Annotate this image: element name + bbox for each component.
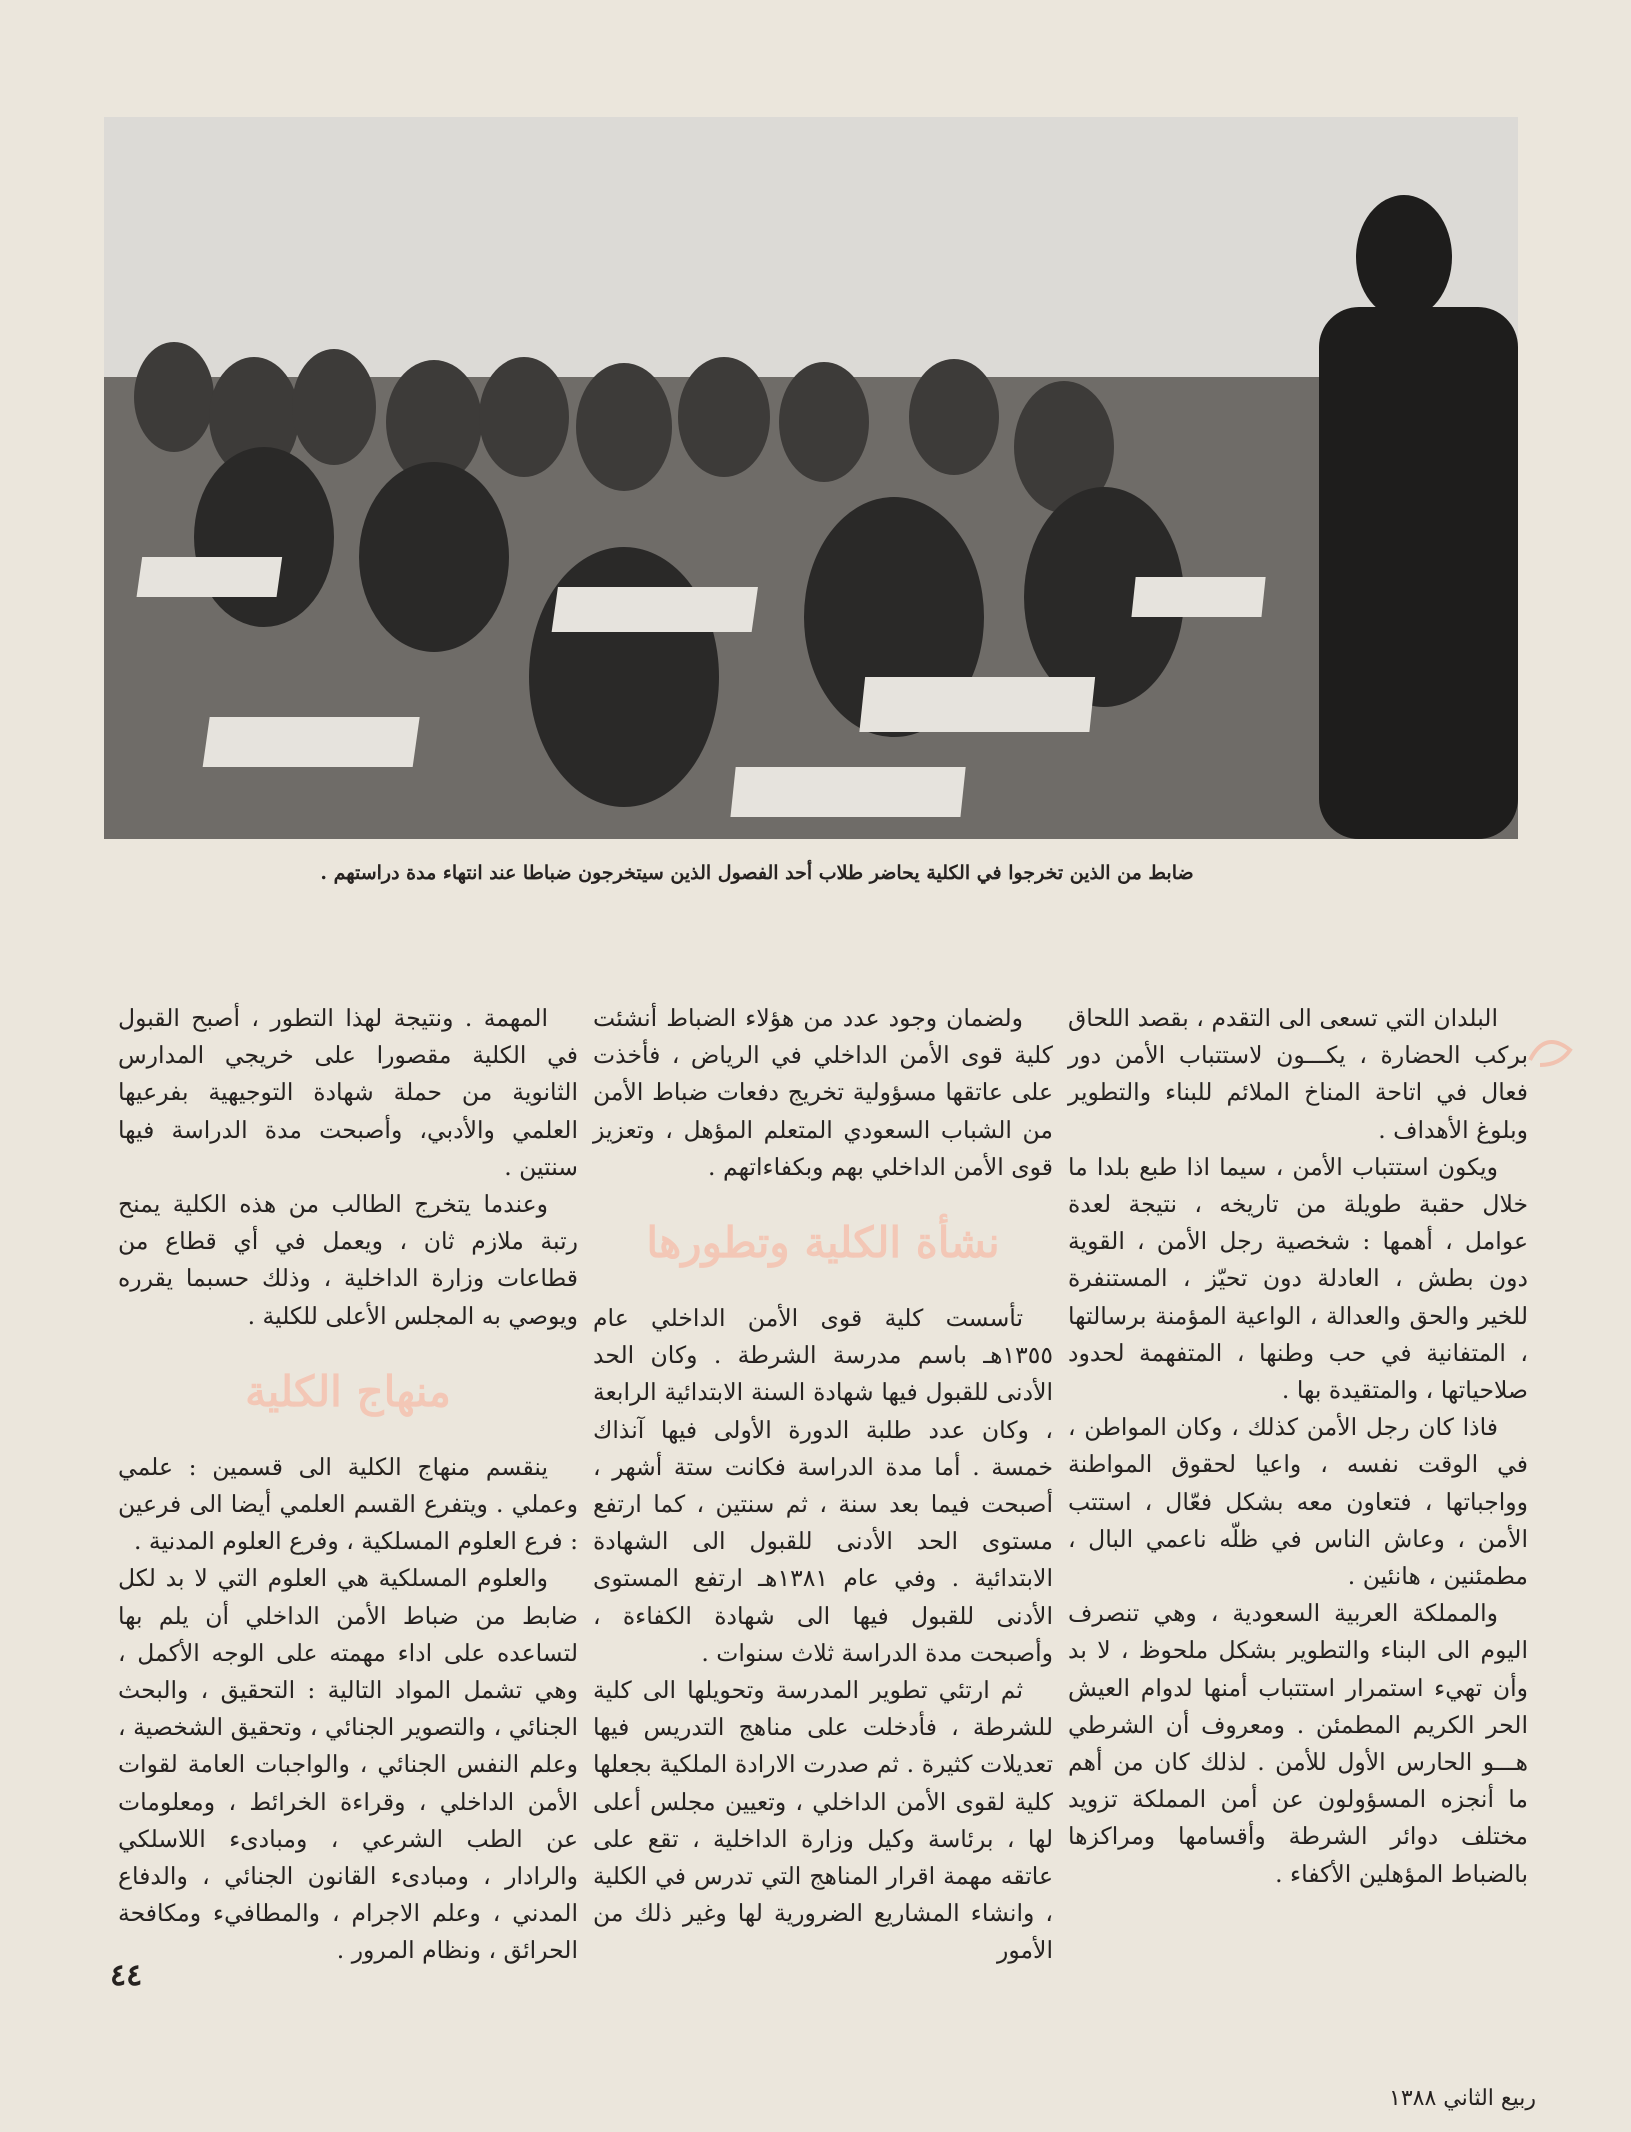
paragraph: والمملكة العربية السعودية ، وهي تنصرف اليوم الى البناء والتطوير بشكل ملحوظ ، لا بد وأن تهيء استمرار استتباب أمنها لدوام العيش الحر الكريم المطمئن . ومعروف أن الشرطي هـــو الحارس الأول للأمن . لذلك كان من أهم ما أنجزه المسؤولون عن أمن المملكة تزويد مختلف دوائر الشرطة وأقسامها ومراكزها بالضباط المؤهلين الأكفاء .	[1068, 1599, 1528, 1888]
paragraph: فاذا كان رجل الأمن كذلك ، وكان المواطن ، في الوقت نفسه ، واعيا لحقوق المواطنة وواجباتها ، فتعاون معه بشكل فعّال ، استتب الأمن ، وعاش الناس في ظلّه ناعمي البال ، مطمئنين ، هانئين .	[1068, 1413, 1528, 1591]
paragraph: وعندما يتخرج الطالب من هذه الكلية يمنح رتبة ملازم ثان ، ويعمل في أي قطاع من قطاعات وزارة الداخلية ، وذلك حسبما يقرره ويوصي به المجلس الأعلى للكلية .	[118, 1190, 578, 1330]
page-number: ٤٤	[110, 1958, 143, 1993]
ornament-icon	[1520, 1020, 1580, 1080]
column-right	[1068, 1000, 1528, 1893]
paragraph: البلدان التي تسعى الى التقدم ، بقصد اللحاق بركب الحضارة ، يكـــون لاستتباب الأمن دور فعال في اتاحة المناخ الملائم للبناء والتطوير وبلوغ الأهداف .	[1068, 1004, 1528, 1144]
paragraph: المهمة . ونتيجة لهذا التطور ، أصبح القبول في الكلية مقصورا على خريجي المدارس الثانوية من حملة شهادة التوجيهية بفرعيها العلمي والأدبي، وأصبحت مدة الدراسة فيها سنتين .	[118, 1004, 578, 1181]
paragraph: ثم ارتئي تطوير المدرسة وتحويلها الى كلية للشرطة ، فأدخلت على مناهج التدريس فيها تعديلات كثيرة . ثم صدرت الارادة الملكية بجعلها كلية لقوى الأمن الداخلي ، وتعيين مجلس أعلى لها ، برئاسة وكيل وزارة الداخلية ، تقع على عاتقه مهمة اقرار المناهج التي تدرس في الكلية ، وانشاء المشاريع الضرورية لها وغير ذلك من الأمور	[593, 1676, 1053, 1965]
photo-caption: ضابط من الذين تخرجوا في الكلية يحاضر طلاب أحد الفصول الذين سيتخرجون ضباطا عند انتهاء مدة دراستهم .	[320, 862, 1194, 884]
section-heading-college-history: نشأة الكلية وتطورها	[646, 1218, 1000, 1268]
section-heading-curriculum: منهاج الكلية	[245, 1366, 451, 1416]
classroom-photo	[104, 117, 1518, 839]
paragraph: تأسست كلية قوى الأمن الداخلي عام ١٣٥٥هـ باسم مدرسة الشرطة . وكان الحد الأدنى للقبول فيها شهادة السنة الابتدائية الرابعة ، وكان عدد طلبة الدورة الأولى فيها آنذاك خمسة . أما مدة الدراسة فكانت ستة أشهر ، أصبحت فيما بعد سنة ، ثم سنتين ، كما ارتفع مستوى الحد الأدنى للقبول الى الشهادة الابتدائية . وفي عام ١٣٨١هـ ارتفع المستوى الأدنى للقبول فيها الى شهادة الكفاءة ، وأصبحت مدة الدراسة ثلاث سنوات .	[593, 1304, 1053, 1667]
column-middle	[593, 1000, 1053, 1970]
paragraph: ولضمان وجود عدد من هؤلاء الضباط أنشئت كلية قوى الأمن الداخلي في الرياض ، فأخذت على عاتقها مسؤولية تخريج دفعات ضباط الأمن من الشباب السعودي المتعلم المؤهل ، وتعزيز قوى الأمن الداخلي بهم وبكفاءاتهم .	[593, 1004, 1053, 1181]
classroom-photo-drawing	[104, 117, 1518, 839]
column-left	[118, 1000, 578, 1970]
paragraph: ينقسم منهاج الكلية الى قسمين : علمي وعملي . ويتفرع القسم العلمي أيضا الى فرعين : فرع العلوم المسلكية ، وفرع العلوم المدنية .	[118, 1452, 578, 1556]
paragraph: ويكون استتباب الأمن ، سيما اذا طبع بلدا ما خلال حقبة طويلة من تاريخه ، نتيجة لعدة عوامل ، أهمها : شخصية رجل الأمن ، القوية دون بطش ، العادلة دون تحيّز ، المستنفرة للخير والحق والعدالة ، الواعية المؤمنة برسالتها ، المتفانية في حب وطنها ، المتفهمة لحدود صلاحياتها ، والمتقيدة بها .	[1068, 1152, 1528, 1405]
paragraph: والعلوم المسلكية هي العلوم التي لا بد لكل ضابط من ضباط الأمن الداخلي أن يلم بها لتساعده على اداء مهمته على الوجه الأكمل ، وهي تشمل المواد التالية : التحقيق ، والبحث الجنائي ، والتصوير الجنائي ، وتحقيق الشخصية ، وعلم النفس الجنائي ، والواجبات العامة لقوات الأمن الداخلي ، وقراءة الخرائط ، ومعلومات عن الطب الشرعي ، ومبادىء اللاسلكي والرادار ، ومبادىء القانون الجنائي ، والدفاع المدني ، وعلم الاجرام ، والمطافيء ومكافحة الحرائق ، ونظام المرور .	[118, 1564, 578, 1965]
issue-date-footer: ربيع الثاني ١٣٨٨	[1389, 2086, 1536, 2111]
